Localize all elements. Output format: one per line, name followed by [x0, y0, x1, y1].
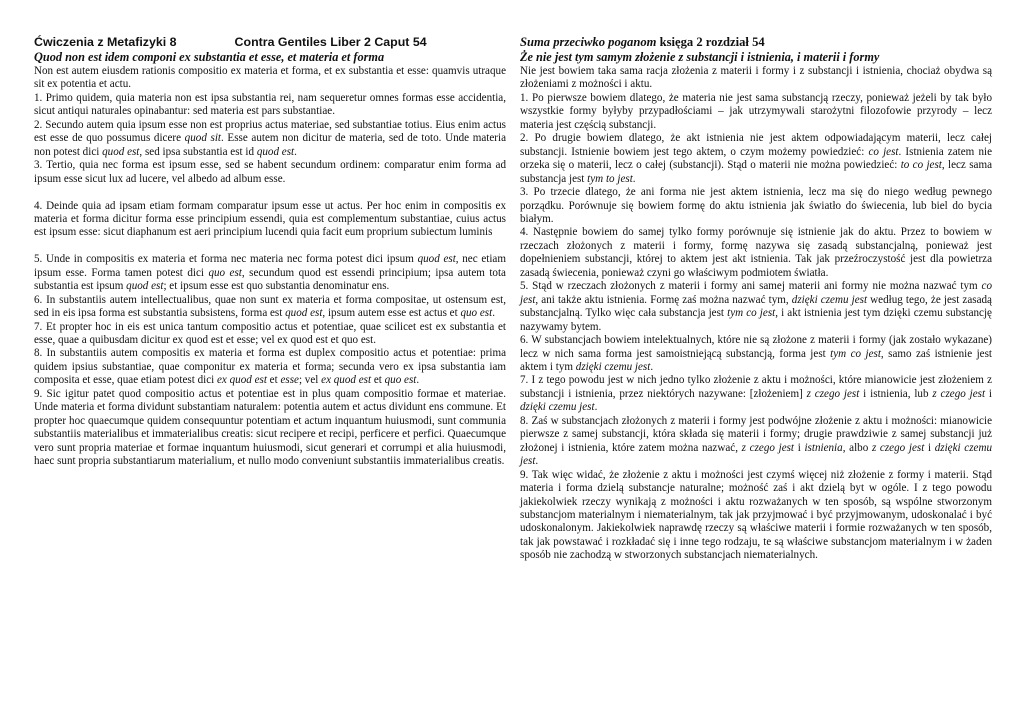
latin-paragraph-7: 7. Et propter hoc in eis est unica tantum compositio actus et potentiae, quae scilicet est ex substantia et esse, quae a quibusdam dicitur ex quod est et esse; vel ex quod est et quo est.: [34, 320, 506, 347]
latin-chapter-title: Contra Gentiles Liber 2 Caput 54: [234, 35, 427, 49]
latin-paragraph-9: 9. Sic igitur patet quod compositio actus et potentiae est in plus quam compositio formae et materiae. Unde materia et forma dividunt substantiam naturalem: potentia autem et actus dividunt ens commune. Et propter hoc quaecumque quidem consequuntur potentiam et actum inquantum huiusmodi, sunt communia substantiis materialibus et immaterialibus creatis: sicut recipere et recipi, perficere et perfici. Quaecumque vero sunt propria materiae et formae inquantum huiusmodi, sicut generari et corrumpi et alia huiusmodi, haec sunt propria substantiarum materialium, et nullo modo conveniunt substantiis immaterialibus creatis.: [34, 387, 506, 468]
polish-paragraph-1: 1. Po pierwsze bowiem dlatego, że materia nie jest sama substancją rzeczy, ponieważ jeżeli by tak było wszystkie formy byłyby przypadłościami – jak utrzymywali starożytni filozofowie przyrody – lecz materia jest częścią substancji.: [520, 91, 992, 131]
latin-paragraph-5: 5. Unde in compositis ex materia et forma nec materia nec forma potest dici ipsum quod est, nec etiam ipsum esse. Forma tamen potest dici quo est, secundum quod est essendi principium; ipsa autem tota substantia est ipsum quod est; et ipsum esse est quo substantia denominatur ens.: [34, 253, 506, 293]
latin-header: [34, 34, 506, 50]
polish-subtitle: Że nie jest tym samym złożenie z substancji i istnienia, i materii i formy: [520, 50, 880, 64]
course-title: Ćwiczenia z Metafizyki 8: [34, 35, 177, 49]
latin-column: [34, 34, 506, 469]
polish-paragraph-7: 7. I z tego powodu jest w nich jedno tylko złożenie z aktu i możności, które mianowicie jest złożeniem z substancji i istnienia, przez niektórych nazywane: [złożeniem] z czego jest i istnienia, lub z czego jest i dzięki czemu jest.: [520, 374, 992, 414]
latin-paragraph-6: 6. In substantiis autem intellectualibus, quae non sunt ex materia et forma compositae, ut ostensum est, sed in eis ipsa forma est substantia subsistens, forma est quod est, ipsum autem esse est actus et quo est.: [34, 293, 506, 320]
polish-intro: Nie jest bowiem taka sama racja złożenia z materii i formy i z substancji i istnienia, chociaż obydwa są złożeniami z możności i aktu.: [520, 65, 992, 91]
polish-paragraph-6: 6. W substancjach bowiem intelektualnych, które nie są złożone z materii i formy (jak zostało wykazane) lecz w nich sama forma jest samoistniejącą substancją, forma jest tym co jest, samo zaś istnienie jest aktem i tym dzięki czemu jest.: [520, 334, 992, 373]
polish-book-title: Suma przeciwko poganom: [520, 35, 657, 49]
latin-paragraph-2: 2. Secundo autem quia ipsum esse non est proprius actus materiae, sed substantiae totius. Eius enim actus est esse de quo possumus dicere quod sit. Esse autem non dicitur de materia, sed de toto. Unde materia non potest dici quod est, sed ipsa substantia est id quod est.: [34, 118, 507, 158]
polish-paragraph-9: 9. Tak więc widać, że złożenie z aktu i możności jest czymś więcej niż złożenie z formy i materii. Stąd materia i forma dzielą substancje naturalne; możność zaś i akt dzielą byt w ogóle. I z tego powodu jakiekolwiek rzeczy wynikają z możności i aktu rozważanych w ten sposób, są wspólne stworzonym substancjom materialnym i niematerialnym, tak jak przyjmować i być przyjmowanym, udoskonalać i być udoskonalonym. Jakiekolwiek naprawdę rzeczy są właściwe materii i formie rozważanych w ten sposób, tak jak powstawać i rozkładać się i inne tego rodzaju, te są właściwe substancjom materialnym i w żaden sposób nie zachodzą w stworzonych substancjach niematerialnych.: [520, 468, 992, 562]
latin-paragraph-4: 4. Deinde quia ad ipsam etiam formam comparatur ipsum esse ut actus. Per hoc enim in compositis ex materia et forma dicitur forma esse principium essendi, quia est complementum substantiae, cuius actus est ipsum esse: sicut diaphanum est aeri principium lucendi quia facit eum proprium subiectum luminis: [34, 199, 506, 239]
latin-subtitle: Quod non est idem componi ex substantia et esse, et materia et forma: [34, 50, 385, 64]
polish-paragraph-5: 5. Stąd w rzeczach złożonych z materii i formy ani samej materii ani formy nie można nazwać tym co jest, ani także aktu istnienia. Formę zaś można nazwać tym, dzięki czemu jest według tego, że jest zasadą substancjalną. Tylko więc cała substancja jest tym co jest, i akt istnienia jest tym dzięki czemu substancję nazywamy bytem.: [520, 280, 992, 333]
latin-paragraph-3: 3. Tertio, quia nec forma est ipsum esse, sed se habent secundum ordinem: comparatur enim forma ad ipsum esse sicut lux ad lucere, vel albedo ad album esse.: [34, 159, 506, 185]
latin-paragraph-1: 1. Primo quidem, quia materia non est ipsa substantia rei, nam sequeretur omnes formas esse accidentia, sicut antiqui naturales opinabantur: sed materia est pars substantiae.: [34, 91, 506, 118]
latin-paragraph-8: 8. In substantiis autem compositis ex materia et forma est duplex compositio actus et potentiae: prima quidem ipsius substantiae, quae componitur ex materia et forma; secunda vero ex ipsa substantia iam composita et esse, quae etiam potest dici ex quod est et esse; vel ex quod est et quo est.: [34, 347, 506, 387]
polish-header: [520, 34, 992, 50]
polish-chapter-title: księga 2 rozdział 54: [656, 35, 765, 49]
polish-paragraph-3: 3. Po trzecie dlatego, że ani forma nie jest aktem istnienia, lecz ma się do niego według pewnego porządku. Porównuje się bowiem formę do aktu istnienia jak światło do świecenia, lub biel do bycia białym.: [520, 186, 992, 225]
latin-intro: Non est autem eiusdem rationis compositio ex materia et forma, et ex substantia et esse: quamvis utraque sit ex potentia et actu.: [34, 65, 506, 91]
polish-paragraph-8: 8. Zaś w substancjach złożonych z materii i formy jest podwójne złożenie z aktu i możności: mianowicie pierwsze z samej substancji, która składa się materii i formy; drugie prawdziwie z samej substancji już złożonej i istnienia, które zatem można nazwać, z czego jest i istnienia, albo z czego jest i dzięki czemu jest.: [520, 414, 993, 468]
polish-column: [520, 34, 992, 563]
polish-paragraph-4: 4. Następnie bowiem do samej tylko formy porównuje się istnienie jak do aktu. Przez to bowiem w rzeczach złożonych z materii i formy, formę nazywa się zasadą substancjalną, ponieważ jest dopełnieniem substancji, której to aktem jest akt istnienia. Tak jak przeźroczystość jest dla powietrza zasadą świecenia, ponieważ czyni go właściwym podmiotem światła.: [520, 226, 992, 279]
polish-paragraph-2: 2. Po drugie bowiem dlatego, że akt istnienia nie jest aktem odpowiadającym materii, lecz całej substancji. Istnienie bowiem jest tego aktem, o czym możemy powiedzieć: co jest. Istnienia zatem nie orzeka się o materii, lecz o całej (substancji). Stąd o materii nie można powiedzieć: to co jest, lecz sama substancja jest tym to jest.: [520, 132, 992, 185]
